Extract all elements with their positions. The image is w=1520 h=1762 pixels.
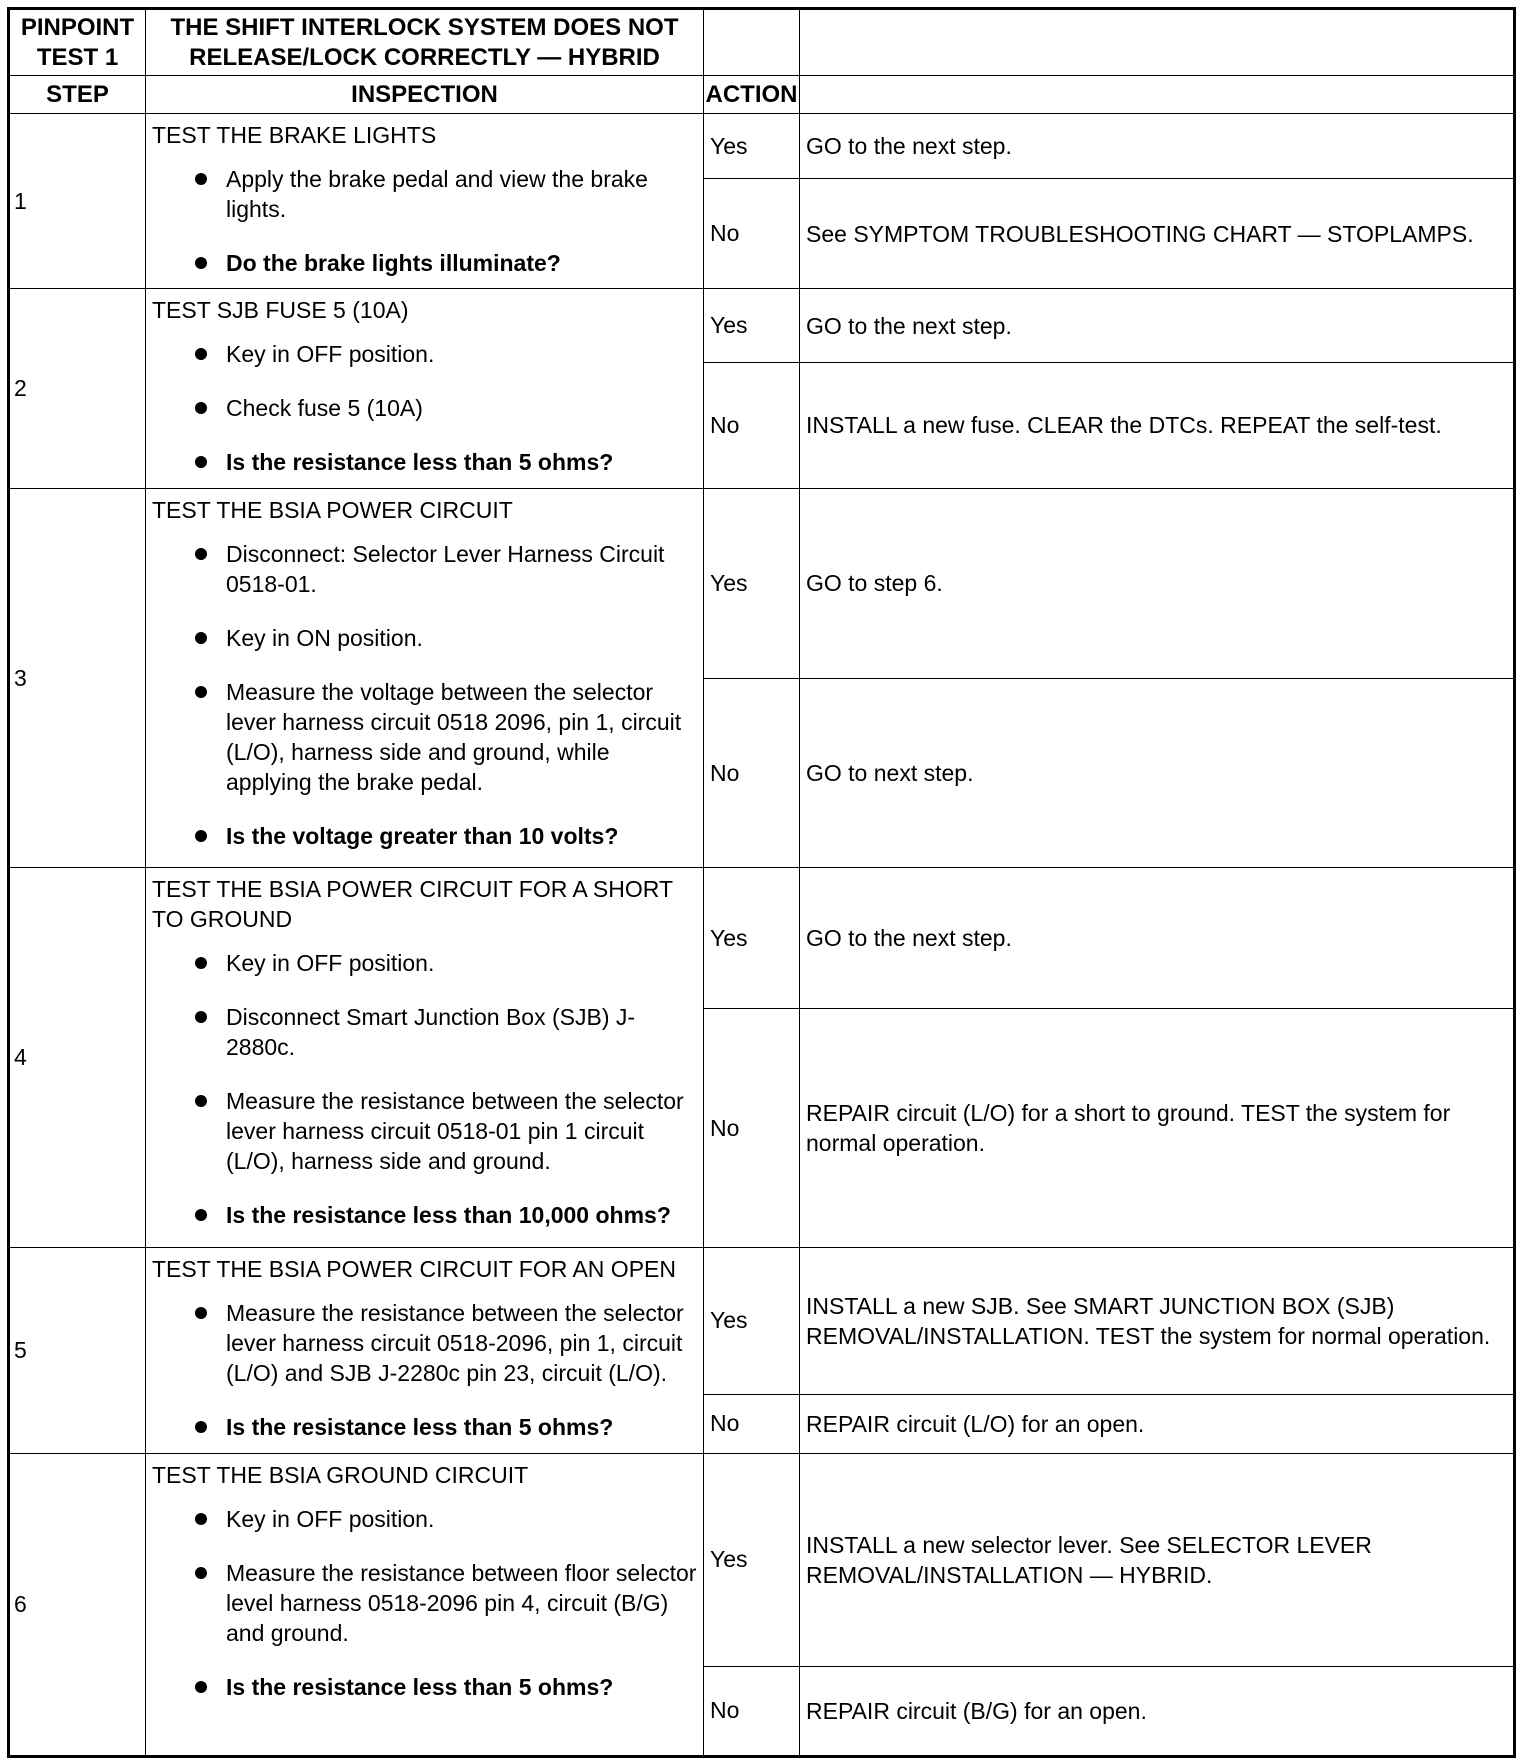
question-text: Is the resistance less than 5 ohms?: [226, 1414, 614, 1441]
bullet-icon: [195, 1513, 207, 1525]
inspection-item: [152, 1558, 699, 1648]
step-title: TEST THE BSIA POWER CIRCUIT: [152, 496, 513, 523]
bullet-icon: [195, 1011, 207, 1023]
empty-header-cell: [800, 76, 1515, 114]
inspection-item: [152, 539, 699, 599]
test-label: PINPOINT TEST 1: [9, 9, 146, 76]
step-number: 5: [9, 1248, 146, 1454]
step-title: TEST THE BSIA POWER CIRCUIT FOR AN OPEN: [152, 1256, 676, 1283]
column-header-inspection: INSPECTION: [146, 76, 704, 114]
no-action: REPAIR circuit (B/G) for an open.: [800, 1666, 1515, 1756]
yes-label: Yes: [704, 289, 800, 363]
bullet-icon: [195, 632, 207, 644]
yes-label: Yes: [704, 488, 800, 678]
step-row: [9, 488, 1515, 678]
no-label: No: [704, 1009, 800, 1248]
question-text: Is the resistance less than 10,000 ohms?: [226, 1202, 671, 1229]
inspection-cell: [146, 114, 704, 289]
pinpoint-test-table: [7, 7, 1516, 1758]
inspection-item-text: Measure the resistance between the selector lever harness circuit 0518-01 pin 1 circuit (L/O), harness side and ground.: [226, 1088, 684, 1175]
no-label: No: [704, 363, 800, 489]
no-label: No: [704, 179, 800, 289]
step-number: 6: [9, 1453, 146, 1756]
inspection-item-text: Apply the brake pedal and view the brake lights.: [226, 166, 648, 223]
question-text: Is the resistance less than 5 ohms?: [226, 449, 614, 476]
no-action: REPAIR circuit (L/O) for a short to ground. TEST the system for normal operation.: [800, 1009, 1515, 1248]
step-title: TEST THE BSIA POWER CIRCUIT FOR A SHORT TO GROUND: [152, 876, 673, 933]
step-title: TEST SJB FUSE 5 (10A): [152, 297, 409, 324]
inspection-item-text: Measure the voltage between the selector lever harness circuit 0518 2096, pin 1, circuit (L/O), harness side and ground, while applying the brake pedal.: [226, 678, 682, 795]
inspection-list: [152, 948, 699, 1230]
question-text: Is the resistance less than 5 ohms?: [226, 1673, 614, 1700]
step-row: [9, 1453, 1515, 1666]
yes-action: GO to the next step.: [800, 289, 1515, 363]
bullet-icon: [195, 957, 207, 969]
inspection-item-text: Key in OFF position.: [226, 950, 435, 977]
inspection-question: [152, 447, 699, 477]
column-header-row: [9, 76, 1515, 114]
step-number: 4: [9, 868, 146, 1248]
inspection-question: [152, 248, 699, 278]
bullet-icon: [195, 1567, 207, 1579]
bullet-icon: [195, 257, 207, 269]
yes-label: Yes: [704, 114, 800, 179]
inspection-list: [152, 339, 699, 477]
inspection-item: [152, 1504, 699, 1534]
step-row: [9, 114, 1515, 179]
bullet-icon: [195, 1095, 207, 1107]
inspection-item-text: Key in OFF position.: [226, 341, 435, 368]
step-title: TEST THE BSIA GROUND CIRCUIT: [152, 1461, 529, 1488]
inspection-question: [152, 1412, 699, 1442]
bullet-icon: [195, 1681, 207, 1693]
yes-label: Yes: [704, 868, 800, 1009]
step-number: 1: [9, 114, 146, 289]
bullet-icon: [195, 1307, 207, 1319]
step-row: [9, 868, 1515, 1009]
column-header-action: ACTION: [704, 76, 800, 114]
question-text: Do the brake lights illuminate?: [226, 250, 561, 277]
inspection-item: [152, 623, 699, 653]
inspection-cell: [146, 289, 704, 489]
bullet-icon: [195, 548, 207, 560]
yes-action: GO to step 6.: [800, 488, 1515, 678]
bullet-icon: [195, 402, 207, 414]
bullet-icon: [195, 456, 207, 468]
bullet-icon: [195, 1209, 207, 1221]
step-number: 3: [9, 488, 146, 868]
no-label: No: [704, 1666, 800, 1756]
column-header-step: STEP: [9, 76, 146, 114]
inspection-question: [152, 821, 699, 851]
inspection-question: [152, 1672, 699, 1702]
inspection-cell: [146, 1248, 704, 1454]
step-title: TEST THE BRAKE LIGHTS: [152, 122, 437, 149]
yes-label: Yes: [704, 1453, 800, 1666]
inspection-item-text: Key in OFF position.: [226, 1505, 435, 1532]
yes-action: INSTALL a new SJB. See SMART JUNCTION BOX (SJB) REMOVAL/INSTALLATION. TEST the system for normal operation.: [800, 1248, 1515, 1395]
step-row: [9, 1248, 1515, 1395]
inspection-item: [152, 1002, 699, 1062]
empty-header-cell: [704, 9, 800, 76]
no-action: See SYMPTOM TROUBLESHOOTING CHART — STOPLAMPS.: [800, 179, 1515, 289]
inspection-item-text: Check fuse 5 (10A): [226, 395, 423, 422]
title-row: [9, 9, 1515, 76]
inspection-item-text: Disconnect: Selector Lever Harness Circuit 0518-01.: [226, 540, 665, 597]
bullet-icon: [195, 173, 207, 185]
inspection-item: [152, 164, 699, 224]
no-label: No: [704, 678, 800, 868]
inspection-item: [152, 1086, 699, 1176]
inspection-cell: [146, 488, 704, 868]
question-text: Is the voltage greater than 10 volts?: [226, 822, 619, 849]
bullet-icon: [195, 830, 207, 842]
no-action: INSTALL a new fuse. CLEAR the DTCs. REPEAT the self-test.: [800, 363, 1515, 489]
no-action: GO to next step.: [800, 678, 1515, 868]
no-label: No: [704, 1394, 800, 1453]
empty-header-cell: [800, 9, 1515, 76]
yes-label: Yes: [704, 1248, 800, 1395]
yes-action: GO to the next step.: [800, 114, 1515, 179]
bullet-icon: [195, 686, 207, 698]
yes-action: GO to the next step.: [800, 868, 1515, 1009]
step-row: [9, 289, 1515, 363]
inspection-question: [152, 1200, 699, 1230]
bullet-icon: [195, 1421, 207, 1433]
inspection-item: [152, 339, 699, 369]
inspection-list: [152, 1298, 699, 1442]
inspection-item-text: Measure the resistance between the selector lever harness circuit 0518-2096, pin 1, circuit (L/O) and SJB J-2280c pin 23, circuit (L/O).: [226, 1300, 684, 1387]
inspection-item: [152, 677, 699, 797]
bullet-icon: [195, 348, 207, 360]
inspection-item-text: Key in ON position.: [226, 624, 423, 651]
inspection-list: [152, 539, 699, 851]
step-number: 2: [9, 289, 146, 489]
inspection-item-text: Measure the resistance between floor selector level harness 0518-2096 pin 4, circuit (B/G) and ground.: [226, 1559, 697, 1646]
inspection-item: [152, 948, 699, 978]
inspection-cell: [146, 868, 704, 1248]
yes-action: INSTALL a new selector lever. See SELECTOR LEVER REMOVAL/INSTALLATION — HYBRID.: [800, 1453, 1515, 1666]
inspection-item-text: Disconnect Smart Junction Box (SJB) J-2880c.: [226, 1004, 636, 1061]
inspection-list: [152, 1504, 699, 1702]
test-title: THE SHIFT INTERLOCK SYSTEM DOES NOT RELEASE/LOCK CORRECTLY — HYBRID: [146, 9, 704, 76]
no-action: REPAIR circuit (L/O) for an open.: [800, 1394, 1515, 1453]
inspection-list: [152, 164, 699, 278]
inspection-item: [152, 1298, 699, 1388]
inspection-cell: [146, 1453, 704, 1756]
inspection-item: [152, 393, 699, 423]
